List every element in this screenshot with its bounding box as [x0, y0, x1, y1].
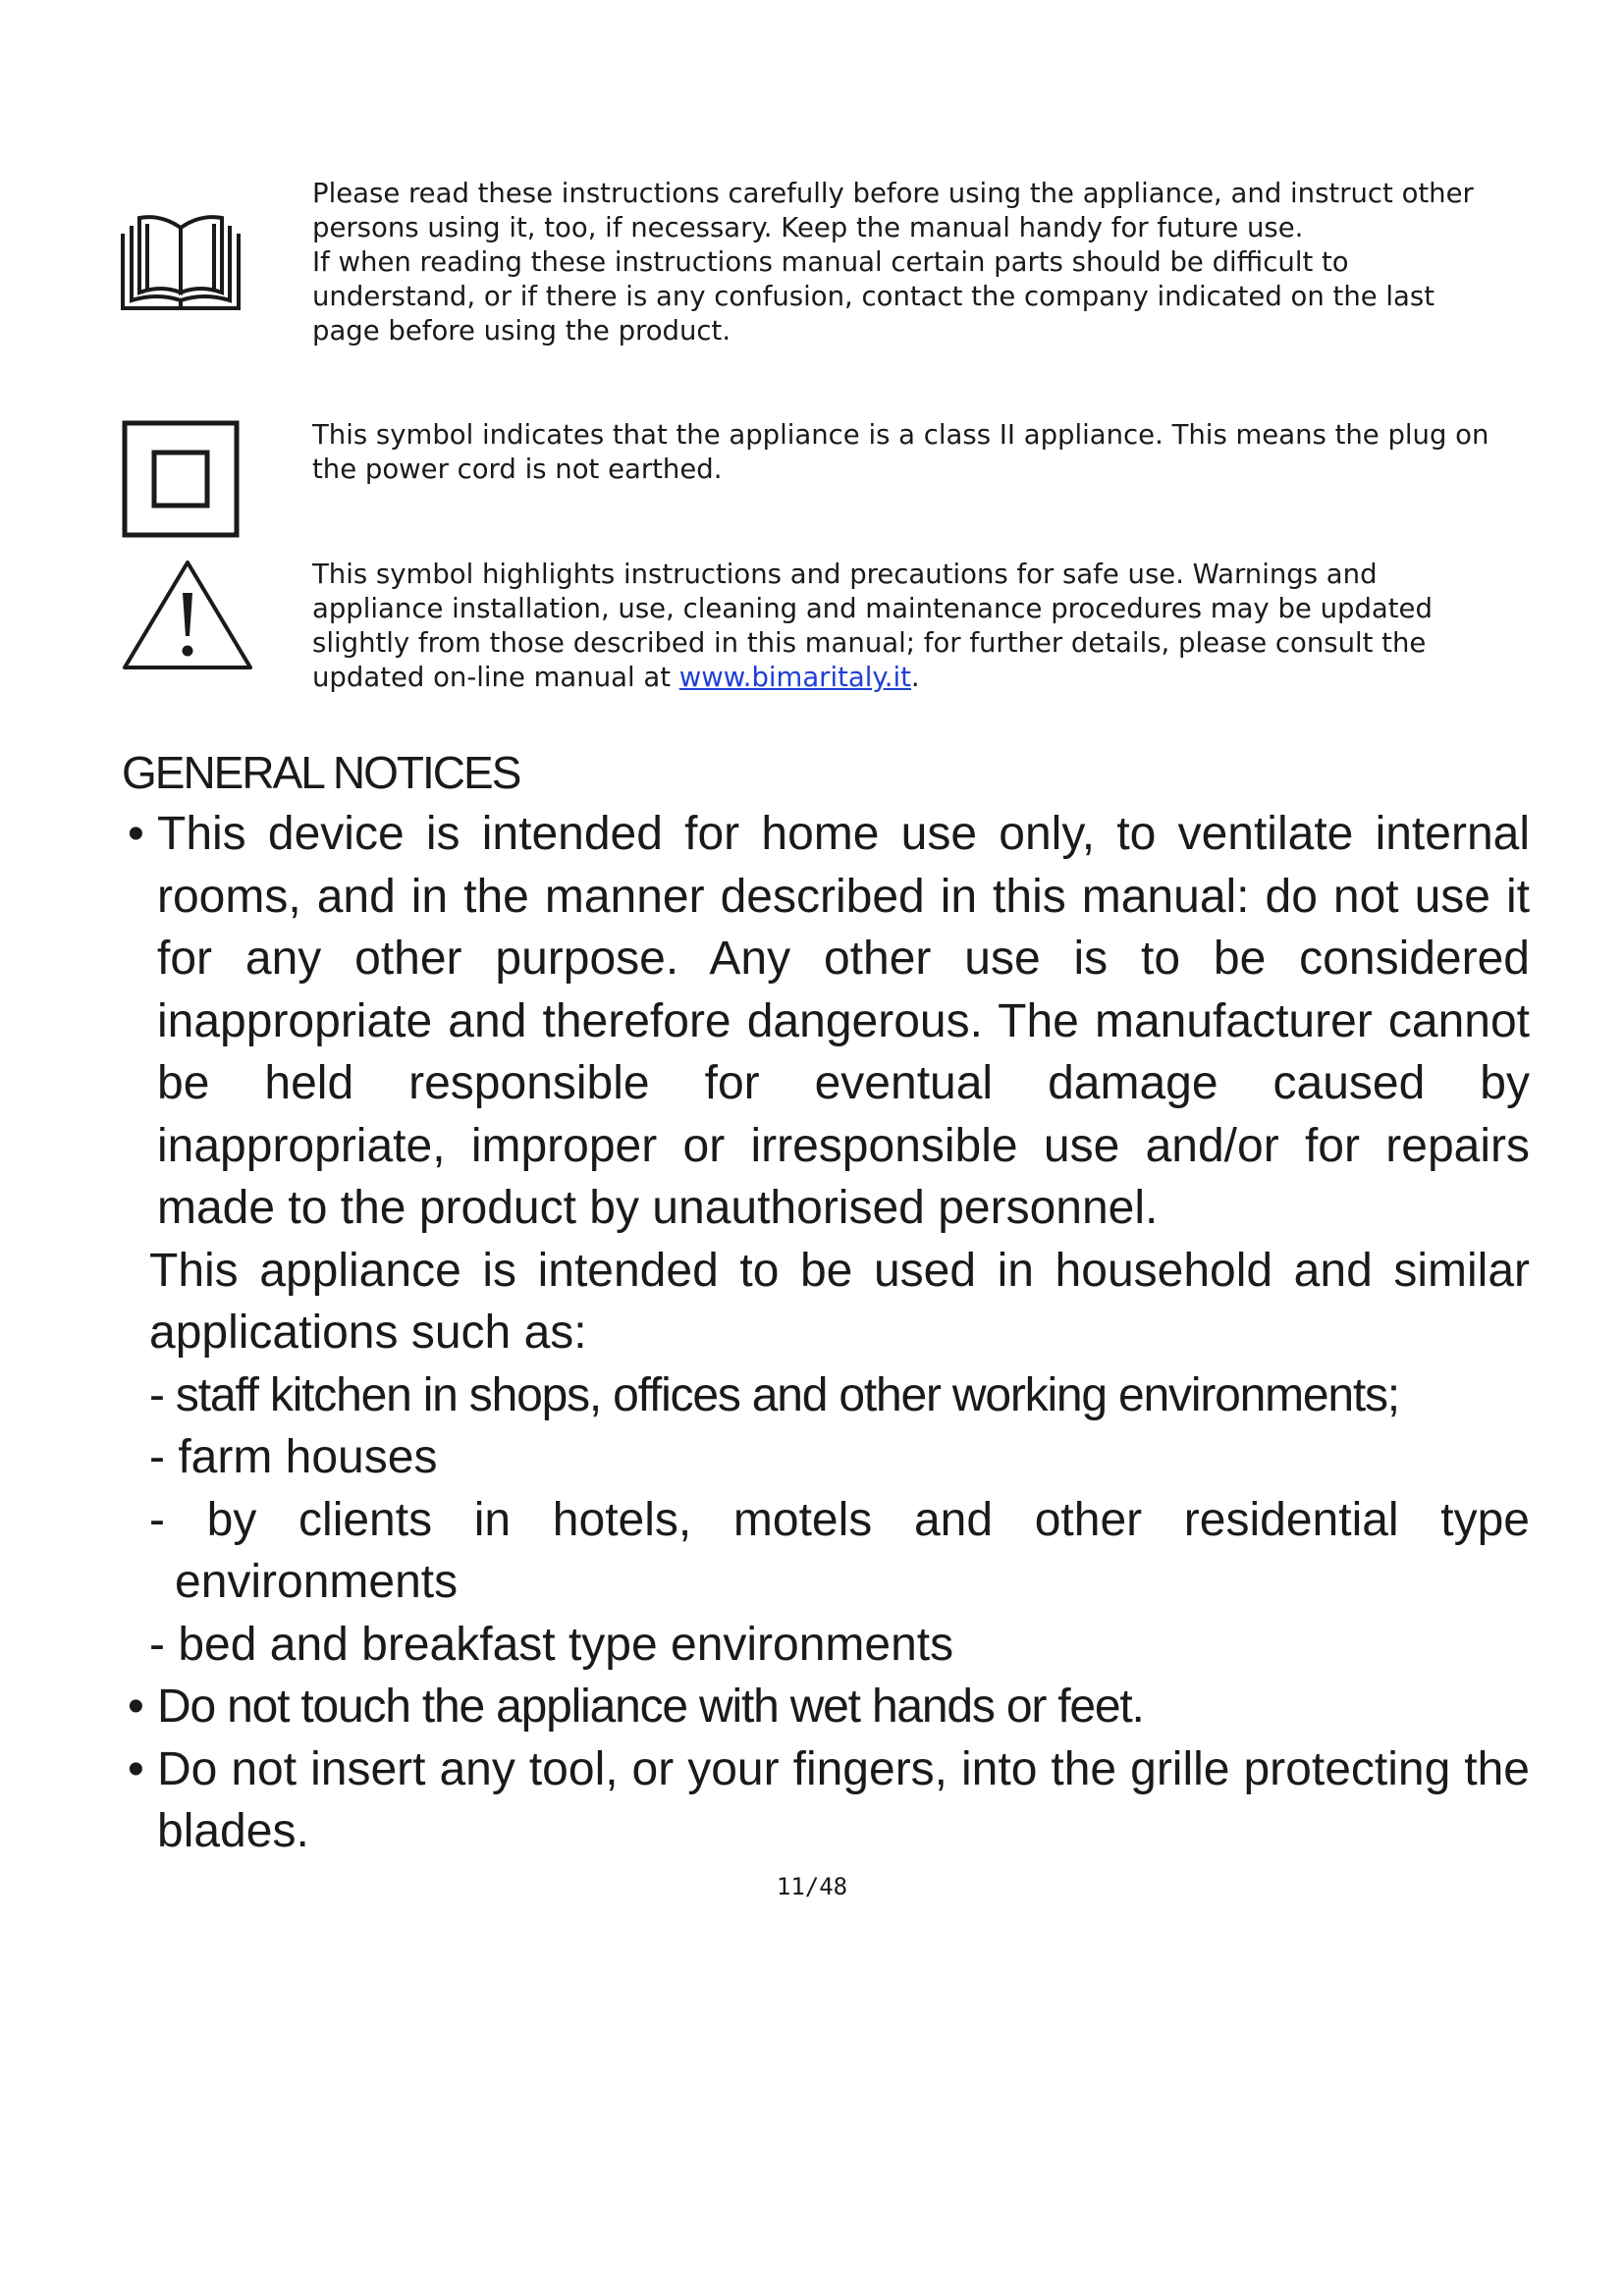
class-ii-paragraph: This symbol indicates that the appliance is a class II appliance. This means the plug on the power cord is not earthed. — [312, 419, 1489, 485]
bullet-dot: • — [128, 808, 144, 860]
section-heading: GENERAL NOTICES — [122, 747, 520, 798]
notice-bullet-3-text: Do not insert any tool, or your fingers, into the grille protecting the blades. — [157, 1742, 1530, 1857]
use-item-farm-houses: - farm houses — [149, 1431, 438, 1483]
symbol-row-warning — [118, 558, 1433, 705]
notice-bullet-2 — [126, 1676, 1530, 1738]
notice-bullet-2-text: Do not touch the appliance with wet hands or feet. — [157, 1681, 1144, 1733]
use-item-bed-and-breakfast: - bed and breakfast type environments — [149, 1618, 954, 1671]
bimaritaly-link[interactable]: www.bimaritaly.it — [678, 662, 911, 693]
use-item-hotels: - by clients in hotels, motels and other residential type environments — [149, 1493, 1530, 1608]
notice-bullet-3 — [126, 1738, 1530, 1863]
bullet-dot: • — [128, 1742, 144, 1795]
symbol-row-read-instructions — [118, 177, 1474, 383]
use-item-staff-kitchen: - staff kitchen in shops, offices and other working environments; — [149, 1368, 1399, 1421]
warning-paragraph-text: This symbol highlights instructions and precautions for safe use. Warnings and appliance installation, use, cleaning and maintenance procedures may be updated slightly from those described in this manual; for further details, please consult the updated on-line manual at — [312, 559, 1433, 693]
warning-paragraph-end: . — [910, 662, 920, 693]
notice-bullet-1-text: This device is intended for home use only, to ventilate internal rooms, and in the manner described in this manual: do not use it for any other purpose. Any other use is to be considered inappropriate and therefore dangerous. The manufacturer cannot be held responsible for eventual damage caused by inappropriate, improper or irresponsible use and/or for repairs made to the product by unauthorised personnel. — [157, 808, 1530, 1234]
warning-text — [312, 558, 1490, 695]
general-notices-body — [126, 803, 1530, 1863]
read-instructions-paragraph-1: Please read these instructions carefully before using the appliance, and instruct other persons using it, too, if necessary. Keep the manual handy for future use. — [312, 178, 1474, 243]
page-number: 11/48 — [776, 1873, 848, 1900]
warning-paragraph — [312, 558, 1490, 695]
warning-triangle-icon — [120, 558, 255, 673]
bullet-dot: • — [128, 1681, 143, 1733]
class-ii-double-square-icon — [122, 420, 240, 538]
read-instructions-text — [312, 177, 1490, 348]
class-ii-text — [312, 418, 1490, 487]
open-book-icon — [118, 210, 244, 312]
notice-bullet-1 — [126, 803, 1530, 1240]
symbol-row-class-ii — [118, 418, 1489, 546]
intended-use-paragraph: This appliance is intended to be used in household and similar applications such as: — [149, 1244, 1530, 1359]
read-instructions-paragraph-2: If when reading these instructions manual certain parts should be difficult to understand, or if there is any confusion, contact the company indicated on the last page before using the product. — [312, 246, 1435, 347]
